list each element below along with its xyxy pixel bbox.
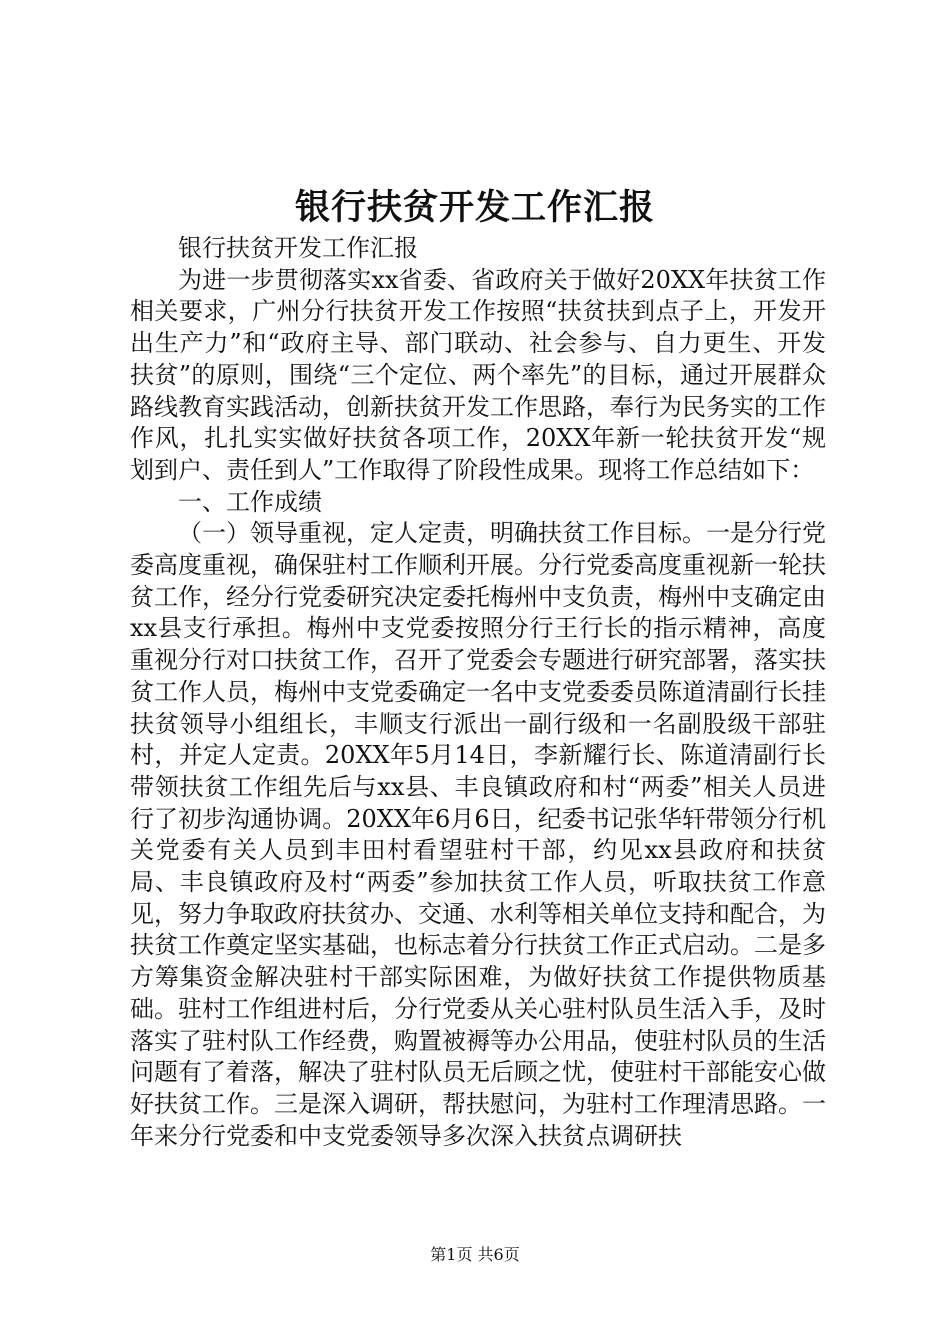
paragraph-section-1: （一）领导重视，定人定责，明确扶贫工作目标。一是分行党委高度重视，确保驻村工作顺利开展。分行党委高度重视新一轮扶贫工作，经分行党委研究决定委托梅州中支负责，梅州中支确定由xx县支行承担。梅州中支党委按照分行王行长的指示精神，高度重视分行对口扶贫工作，召开了党委会专题进行研究部署，落实扶贫工作人员，梅州中支党委确定一名中支党委委员陈道清副行长挂扶贫领导小组组长，丰顺支行派出一副行级和一名副股级干部驻村，并定人定责。20XX年5月14日，李新耀行长、陈道清副行长带领扶贫工作组先后与xx县、丰良镇政府和村“两委”相关人员进行了初步沟通协调。20XX年6月6日，纪委书记张华轩带领分行机关党委有关人员到丰田村看望驻村干部，约见xx县政府和扶贫局、丰良镇政府及村“两委”参加扶贫工作人员，听取扶贫工作意见，努力争取政府扶贫办、交通、水利等相关单位支持和配合，为扶贫工作奠定坚实基础，也标志着分行扶贫工作正式启动。二是多方筹集资金解决驻村干部实际困难，为做好扶贫工作提供物质基础。驻村工作组进村后，分行党委从关心驻村队员生活入手，及时落实了驻村队工作经费，购置被褥等办公用品，使驻村队员的生活问题有了着落，解决了驻村队员无后顾之忧，使驻村干部能安心做好扶贫工作。三是深入调研，帮扶慰问，为驻村工作理清思路。一年来分行党委和中支党委领导多次深入扶贫点调研扶 (130, 519, 826, 1150)
page-footer: 第1页 共6页 (430, 1245, 520, 1264)
document-body (130, 233, 826, 1152)
document-title: 银行扶贫开发工作汇报 (294, 187, 655, 228)
paragraph-intro: 为进一步贯彻落实xx省委、省政府关于做好20XX年扶贫工作相关要求，广州分行扶贫开发工作按照“扶贫扶到点子上，开发开出生产力”和“政府主导、部门联动、社会参与、自力更生、开发扶贫”的原则，围绕“三个定位、两个率先”的目标，通过开展群众路线教育实践活动，创新扶贫开发工作思路，奉行为民务实的工作作风，扎扎实实做好扶贫各项工作，20XX年新一轮扶贫开发“规划到户、责任到人”工作取得了阶段性成果。现将工作总结如下： (130, 265, 826, 484)
paragraph-subtitle: 银行扶贫开发工作汇报 (178, 234, 418, 262)
section-heading: 一、工作成绩 (178, 487, 322, 516)
